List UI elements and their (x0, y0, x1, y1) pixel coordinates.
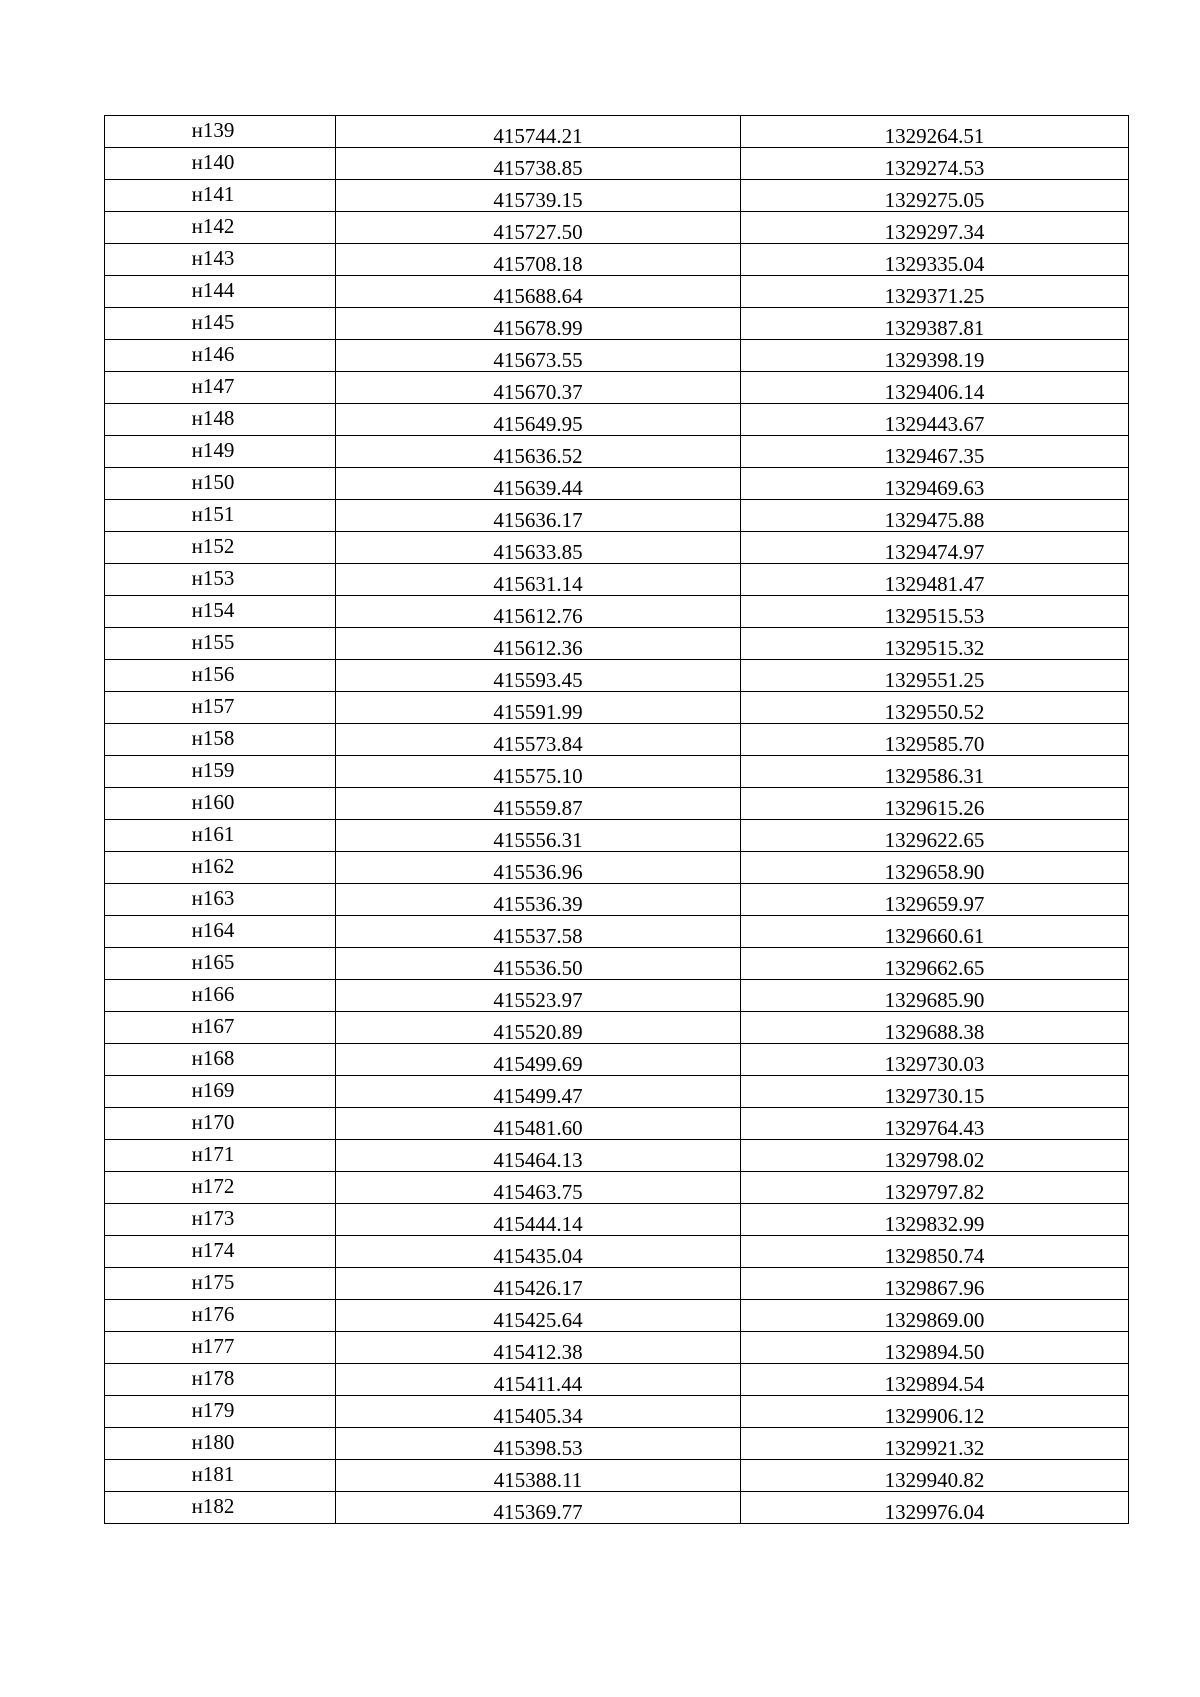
table-row (105, 1140, 1129, 1172)
table-row (105, 756, 1129, 788)
x-coordinate-cell: 415559.87 (336, 788, 741, 820)
x-coordinate-cell: 415727.50 (336, 212, 741, 244)
point-id-cell: н161 (105, 820, 336, 852)
point-id-cell: н169 (105, 1076, 336, 1108)
point-id-cell: н165 (105, 948, 336, 980)
y-coordinate-cell: 1329474.97 (741, 532, 1129, 564)
table-row (105, 884, 1129, 916)
x-coordinate-cell: 415369.77 (336, 1492, 741, 1524)
table-row (105, 1364, 1129, 1396)
x-coordinate-cell: 415444.14 (336, 1204, 741, 1236)
x-coordinate-cell: 415612.36 (336, 628, 741, 660)
point-id-cell: н171 (105, 1140, 336, 1172)
point-id-cell: н180 (105, 1428, 336, 1460)
x-coordinate-cell: 415636.52 (336, 436, 741, 468)
y-coordinate-cell: 1329660.61 (741, 916, 1129, 948)
y-coordinate-cell: 1329398.19 (741, 340, 1129, 372)
y-coordinate-cell: 1329406.14 (741, 372, 1129, 404)
table-row (105, 628, 1129, 660)
point-id-cell: н146 (105, 340, 336, 372)
y-coordinate-cell: 1329850.74 (741, 1236, 1129, 1268)
y-coordinate-cell: 1329515.53 (741, 596, 1129, 628)
table-row (105, 436, 1129, 468)
y-coordinate-cell: 1329906.12 (741, 1396, 1129, 1428)
x-coordinate-cell: 415593.45 (336, 660, 741, 692)
x-coordinate-cell: 415411.44 (336, 1364, 741, 1396)
table-row (105, 532, 1129, 564)
y-coordinate-cell: 1329659.97 (741, 884, 1129, 916)
y-coordinate-cell: 1329481.47 (741, 564, 1129, 596)
point-id-cell: н149 (105, 436, 336, 468)
point-id-cell: н147 (105, 372, 336, 404)
x-coordinate-cell: 415537.58 (336, 916, 741, 948)
x-coordinate-cell: 415388.11 (336, 1460, 741, 1492)
x-coordinate-cell: 415499.69 (336, 1044, 741, 1076)
x-coordinate-cell: 415464.13 (336, 1140, 741, 1172)
point-id-cell: н182 (105, 1492, 336, 1524)
x-coordinate-cell: 415688.64 (336, 276, 741, 308)
table-row (105, 404, 1129, 436)
x-coordinate-cell: 415435.04 (336, 1236, 741, 1268)
y-coordinate-cell: 1329443.67 (741, 404, 1129, 436)
y-coordinate-cell: 1329275.05 (741, 180, 1129, 212)
table-row (105, 820, 1129, 852)
y-coordinate-cell: 1329469.63 (741, 468, 1129, 500)
x-coordinate-cell: 415636.17 (336, 500, 741, 532)
x-coordinate-cell: 415738.85 (336, 148, 741, 180)
point-id-cell: н157 (105, 692, 336, 724)
y-coordinate-cell: 1329797.82 (741, 1172, 1129, 1204)
coordinates-table-body (105, 116, 1129, 1524)
y-coordinate-cell: 1329475.88 (741, 500, 1129, 532)
y-coordinate-cell: 1329335.04 (741, 244, 1129, 276)
y-coordinate-cell: 1329297.34 (741, 212, 1129, 244)
x-coordinate-cell: 415536.96 (336, 852, 741, 884)
y-coordinate-cell: 1329730.03 (741, 1044, 1129, 1076)
y-coordinate-cell: 1329387.81 (741, 308, 1129, 340)
x-coordinate-cell: 415649.95 (336, 404, 741, 436)
table-row (105, 308, 1129, 340)
point-id-cell: н163 (105, 884, 336, 916)
table-row (105, 1012, 1129, 1044)
x-coordinate-cell: 415633.85 (336, 532, 741, 564)
point-id-cell: н158 (105, 724, 336, 756)
table-row (105, 1428, 1129, 1460)
y-coordinate-cell: 1329586.31 (741, 756, 1129, 788)
x-coordinate-cell: 415678.99 (336, 308, 741, 340)
point-id-cell: н150 (105, 468, 336, 500)
table-row (105, 1332, 1129, 1364)
table-row (105, 788, 1129, 820)
y-coordinate-cell: 1329467.35 (741, 436, 1129, 468)
x-coordinate-cell: 415556.31 (336, 820, 741, 852)
table-row (105, 852, 1129, 884)
point-id-cell: н145 (105, 308, 336, 340)
point-id-cell: н178 (105, 1364, 336, 1396)
point-id-cell: н154 (105, 596, 336, 628)
table-row (105, 1460, 1129, 1492)
x-coordinate-cell: 415463.75 (336, 1172, 741, 1204)
y-coordinate-cell: 1329371.25 (741, 276, 1129, 308)
y-coordinate-cell: 1329685.90 (741, 980, 1129, 1012)
point-id-cell: н151 (105, 500, 336, 532)
table-row (105, 948, 1129, 980)
point-id-cell: н141 (105, 180, 336, 212)
y-coordinate-cell: 1329264.51 (741, 116, 1129, 148)
x-coordinate-cell: 415412.38 (336, 1332, 741, 1364)
table-row (105, 916, 1129, 948)
table-row (105, 980, 1129, 1012)
x-coordinate-cell: 415536.50 (336, 948, 741, 980)
point-id-cell: н143 (105, 244, 336, 276)
y-coordinate-cell: 1329921.32 (741, 1428, 1129, 1460)
table-row (105, 212, 1129, 244)
point-id-cell: н175 (105, 1268, 336, 1300)
y-coordinate-cell: 1329764.43 (741, 1108, 1129, 1140)
point-id-cell: н153 (105, 564, 336, 596)
x-coordinate-cell: 415520.89 (336, 1012, 741, 1044)
x-coordinate-cell: 415398.53 (336, 1428, 741, 1460)
y-coordinate-cell: 1329662.65 (741, 948, 1129, 980)
y-coordinate-cell: 1329976.04 (741, 1492, 1129, 1524)
point-id-cell: н160 (105, 788, 336, 820)
y-coordinate-cell: 1329798.02 (741, 1140, 1129, 1172)
point-id-cell: н142 (105, 212, 336, 244)
point-id-cell: н174 (105, 1236, 336, 1268)
table-row (105, 340, 1129, 372)
point-id-cell: н140 (105, 148, 336, 180)
table-row (105, 1300, 1129, 1332)
point-id-cell: н170 (105, 1108, 336, 1140)
x-coordinate-cell: 415739.15 (336, 180, 741, 212)
point-id-cell: н164 (105, 916, 336, 948)
coordinates-table (104, 115, 1129, 1524)
x-coordinate-cell: 415575.10 (336, 756, 741, 788)
table-row (105, 116, 1129, 148)
y-coordinate-cell: 1329622.65 (741, 820, 1129, 852)
y-coordinate-cell: 1329585.70 (741, 724, 1129, 756)
table-row (105, 596, 1129, 628)
table-row (105, 1268, 1129, 1300)
point-id-cell: н167 (105, 1012, 336, 1044)
point-id-cell: н176 (105, 1300, 336, 1332)
y-coordinate-cell: 1329551.25 (741, 660, 1129, 692)
point-id-cell: н162 (105, 852, 336, 884)
table-row (105, 500, 1129, 532)
table-row (105, 1492, 1129, 1524)
table-row (105, 180, 1129, 212)
point-id-cell: н156 (105, 660, 336, 692)
x-coordinate-cell: 415639.44 (336, 468, 741, 500)
y-coordinate-cell: 1329894.50 (741, 1332, 1129, 1364)
x-coordinate-cell: 415405.34 (336, 1396, 741, 1428)
table-row (105, 372, 1129, 404)
point-id-cell: н152 (105, 532, 336, 564)
y-coordinate-cell: 1329615.26 (741, 788, 1129, 820)
point-id-cell: н159 (105, 756, 336, 788)
point-id-cell: н181 (105, 1460, 336, 1492)
x-coordinate-cell: 415536.39 (336, 884, 741, 916)
x-coordinate-cell: 415673.55 (336, 340, 741, 372)
point-id-cell: н173 (105, 1204, 336, 1236)
y-coordinate-cell: 1329894.54 (741, 1364, 1129, 1396)
point-id-cell: н139 (105, 116, 336, 148)
x-coordinate-cell: 415523.97 (336, 980, 741, 1012)
table-row (105, 1044, 1129, 1076)
point-id-cell: н148 (105, 404, 336, 436)
x-coordinate-cell: 415631.14 (336, 564, 741, 596)
table-row (105, 244, 1129, 276)
table-row (105, 1204, 1129, 1236)
x-coordinate-cell: 415708.18 (336, 244, 741, 276)
table-row (105, 468, 1129, 500)
table-row (105, 1396, 1129, 1428)
x-coordinate-cell: 415499.47 (336, 1076, 741, 1108)
y-coordinate-cell: 1329730.15 (741, 1076, 1129, 1108)
y-coordinate-cell: 1329869.00 (741, 1300, 1129, 1332)
y-coordinate-cell: 1329688.38 (741, 1012, 1129, 1044)
x-coordinate-cell: 415573.84 (336, 724, 741, 756)
table-row (105, 724, 1129, 756)
x-coordinate-cell: 415481.60 (336, 1108, 741, 1140)
y-coordinate-cell: 1329515.32 (741, 628, 1129, 660)
x-coordinate-cell: 415670.37 (336, 372, 741, 404)
point-id-cell: н155 (105, 628, 336, 660)
table-row (105, 692, 1129, 724)
y-coordinate-cell: 1329274.53 (741, 148, 1129, 180)
table-row (105, 276, 1129, 308)
point-id-cell: н179 (105, 1396, 336, 1428)
table-row (105, 660, 1129, 692)
x-coordinate-cell: 415612.76 (336, 596, 741, 628)
table-row (105, 1236, 1129, 1268)
y-coordinate-cell: 1329550.52 (741, 692, 1129, 724)
table-row (105, 1172, 1129, 1204)
point-id-cell: н172 (105, 1172, 336, 1204)
table-row (105, 564, 1129, 596)
y-coordinate-cell: 1329832.99 (741, 1204, 1129, 1236)
x-coordinate-cell: 415591.99 (336, 692, 741, 724)
table-row (105, 1108, 1129, 1140)
y-coordinate-cell: 1329940.82 (741, 1460, 1129, 1492)
y-coordinate-cell: 1329867.96 (741, 1268, 1129, 1300)
x-coordinate-cell: 415744.21 (336, 116, 741, 148)
point-id-cell: н168 (105, 1044, 336, 1076)
point-id-cell: н144 (105, 276, 336, 308)
x-coordinate-cell: 415425.64 (336, 1300, 741, 1332)
table-row (105, 1076, 1129, 1108)
table-row (105, 148, 1129, 180)
y-coordinate-cell: 1329658.90 (741, 852, 1129, 884)
point-id-cell: н166 (105, 980, 336, 1012)
point-id-cell: н177 (105, 1332, 336, 1364)
x-coordinate-cell: 415426.17 (336, 1268, 741, 1300)
